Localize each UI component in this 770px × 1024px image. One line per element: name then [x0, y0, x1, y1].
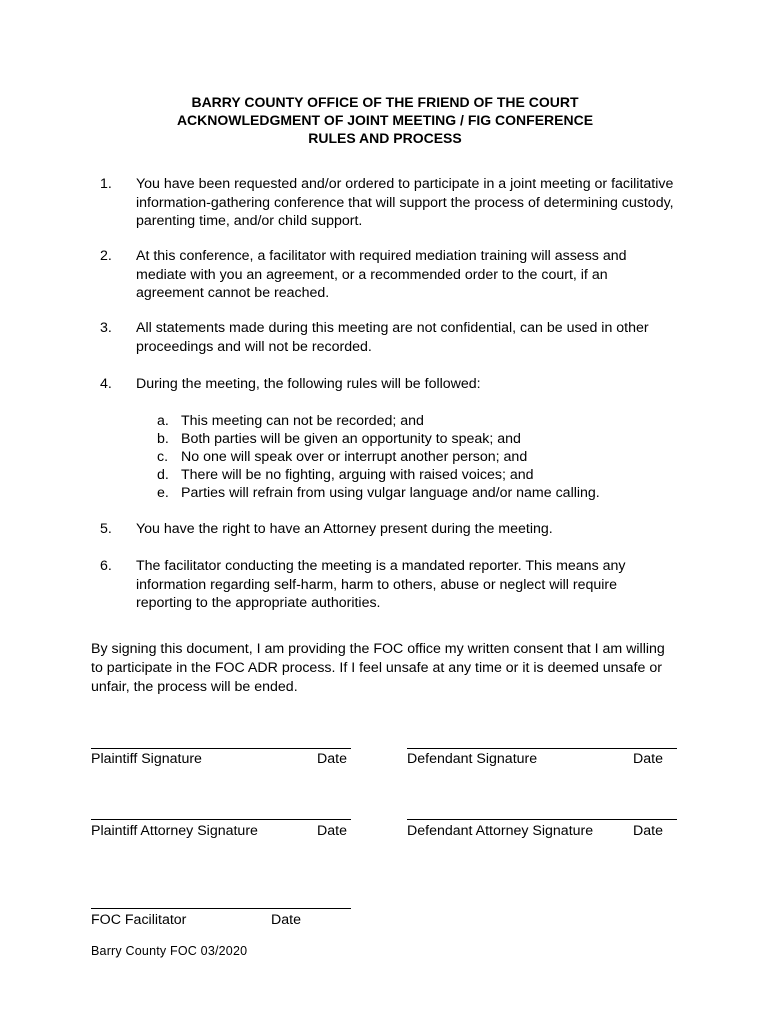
defendant-date-label: Date	[633, 751, 663, 767]
item-number: 2.	[100, 248, 112, 264]
rule-letter: e.	[157, 485, 169, 501]
defendant-signature-line[interactable]	[407, 748, 677, 749]
header-line-1: BARRY COUNTY OFFICE OF THE FRIEND OF THE COURT	[191, 94, 579, 110]
facilitator-signature-line[interactable]	[91, 908, 351, 909]
rule-letter: b.	[157, 431, 169, 447]
item-number: 5.	[100, 521, 112, 537]
item-text: During the meeting, the following rules will be followed:	[136, 376, 481, 392]
defendant-attorney-signature-label: Defendant Attorney Signature	[407, 823, 594, 839]
facilitator-signature-label: FOC Facilitator	[91, 912, 187, 928]
plaintiff-attorney-signature-label: Plaintiff Attorney Signature	[91, 823, 258, 839]
rule-letter: c.	[157, 449, 169, 465]
plaintiff-attorney-date-label: Date	[317, 823, 347, 839]
facilitator-date-label: Date	[271, 912, 301, 928]
defendant-signature-label: Defendant Signature	[407, 751, 538, 767]
item-text: You have been requested and/or ordered to participate in a joint meeting or facilitative information-gathering conference that will support the process of determining custody, parenting time, and/or child support.	[136, 176, 674, 229]
header-line-3: RULES AND PROCESS	[308, 130, 462, 146]
plaintiff-attorney-signature-line[interactable]	[91, 819, 351, 820]
item-text: At this conference, a facilitator with required mediation training will assess and mediate with you an agreement, or a recommended order to the court, if an agreement cannot be reached.	[136, 248, 627, 301]
rule-text: This meeting can not be recorded; and	[181, 413, 424, 429]
item-text: All statements made during this meeting are not confidential, can be used in other proceedings and will not be recorded.	[136, 320, 649, 355]
rule-letter: d.	[157, 467, 169, 483]
item-text: The facilitator conducting the meeting is a mandated reporter. This means any information regarding self-harm, harm to others, abuse or neglect will require reporting to the appropriate authorities.	[136, 558, 626, 611]
defendant-attorney-date-label: Date	[633, 823, 663, 839]
plaintiff-signature-line[interactable]	[91, 748, 351, 749]
item-number: 4.	[100, 376, 112, 392]
rule-text: Parties will refrain from using vulgar language and/or name calling.	[181, 485, 600, 501]
rule-text: There will be no fighting, arguing with raised voices; and	[181, 467, 534, 483]
consent-paragraph: By signing this document, I am providing the FOC office my written consent that I am willing to participate in the FOC ADR process. If I feel unsafe at any time or it is deemed unsafe or unfair, the process will be ended.	[91, 641, 665, 695]
rule-text: Both parties will be given an opportunity to speak; and	[181, 431, 521, 447]
defendant-attorney-signature-line[interactable]	[407, 819, 677, 820]
form-footer: Barry County FOC 03/2020	[91, 944, 248, 958]
item-number: 6.	[100, 558, 112, 574]
item-text: You have the right to have an Attorney present during the meeting.	[136, 521, 553, 537]
plaintiff-date-label: Date	[317, 751, 347, 767]
header-line-2: ACKNOWLEDGMENT OF JOINT MEETING / FIG CONFERENCE	[176, 112, 594, 128]
plaintiff-signature-label: Plaintiff Signature	[91, 751, 202, 767]
rule-text: No one will speak over or interrupt another person; and	[181, 449, 528, 465]
item-number: 1.	[100, 176, 112, 192]
item-number: 3.	[100, 320, 112, 336]
rule-letter: a.	[157, 413, 169, 429]
